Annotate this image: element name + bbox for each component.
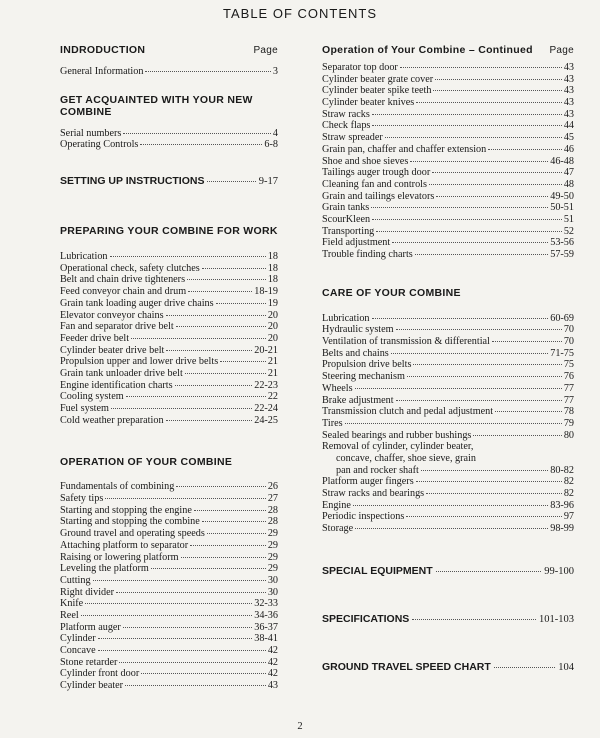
toc-entry[interactable]: Lubrication 18 — [60, 251, 278, 263]
toc-entry[interactable]: Cleaning fan and controls 48 — [322, 178, 574, 190]
section-preparing — [60, 225, 278, 237]
toc-entry[interactable]: Propulsion upper and lower drive belts 21 — [60, 356, 278, 368]
toc-entry[interactable]: Feed conveyor chain and drum 18-19 — [60, 286, 278, 298]
toc-entry[interactable]: Right divider 30 — [60, 586, 278, 598]
toc-entry[interactable]: Ground travel and operating speeds 29 — [60, 528, 278, 540]
right-column — [322, 38, 574, 673]
section-heading: INDRODUCTION — [60, 44, 146, 56]
toc-entry[interactable]: Starting and stopping the engine 28 — [60, 504, 278, 516]
toc-entry[interactable]: Cylinder beater 43 — [60, 680, 278, 692]
toc-entry[interactable]: pan and rocker shaft 80-82 — [336, 464, 574, 476]
toc-entry[interactable]: Knife 32-33 — [60, 598, 278, 610]
toc-entry[interactable]: Transmission clutch and pedal adjustment 78 — [322, 406, 574, 418]
toc-entry[interactable]: Hydraulic system 70 — [322, 324, 574, 336]
toc-entry[interactable]: Platform auger fingers 82 — [322, 476, 574, 488]
left-column — [60, 38, 278, 692]
toc-entry[interactable]: Elevator conveyor chains 20 — [60, 309, 278, 321]
toc-entry[interactable]: Tailings auger trough door 47 — [322, 167, 574, 179]
section-operation-continued — [322, 38, 574, 56]
introduction-list — [60, 66, 278, 78]
toc-entry[interactable]: Separator top door 43 — [322, 62, 574, 73]
toc-entry[interactable]: Cold weather preparation 24-25 — [60, 414, 278, 426]
operation-continued-list — [322, 62, 574, 261]
toc-entry[interactable]: Grain and tailings elevators 49-50 — [322, 190, 574, 202]
section-heading: Operation of Your Combine – Continued — [322, 44, 533, 56]
toc-entry[interactable]: Starting and stopping the combine 28 — [60, 516, 278, 528]
page-title: TABLE OF CONTENTS — [223, 6, 377, 21]
toc-entry[interactable]: Storage 98-99 — [322, 523, 574, 535]
page-column-label: Page — [549, 45, 574, 56]
toc-entry[interactable]: Platform auger 36-37 — [60, 621, 278, 633]
toc-entry[interactable]: Shoe and shoe sieves 46-48 — [322, 155, 574, 167]
toc-entry[interactable]: Attaching platform to separator 29 — [60, 539, 278, 551]
toc-entry[interactable]: ScourKleen 51 — [322, 213, 574, 225]
section-setting-up[interactable]: SETTING UP INSTRUCTIONS 9-17 — [60, 175, 278, 188]
toc-entry[interactable]: Belts and chains 71-75 — [322, 347, 574, 359]
toc-entry[interactable]: Transporting 52 — [322, 225, 574, 237]
toc-entry[interactable]: Belt and chain drive tighteners 18 — [60, 274, 278, 286]
section-heading: GET ACQUAINTED WITH YOUR NEW COMBINE — [60, 93, 253, 118]
toc-entry[interactable]: Stone retarder 42 — [60, 656, 278, 668]
section-heading: SETTING UP INSTRUCTIONS — [60, 175, 205, 188]
toc-entry[interactable]: Steering mechanism 76 — [322, 371, 574, 383]
section-heading: OPERATION OF YOUR COMBINE — [60, 456, 233, 469]
toc-entry[interactable]: Cylinder 38-41 — [60, 633, 278, 645]
section-introduction — [60, 38, 278, 56]
toc-entry[interactable]: Grain tanks 50-51 — [322, 202, 574, 214]
section-acquainted — [60, 94, 278, 118]
toc-entry[interactable]: Grain pan, chaffer and chaffer extension 46 — [322, 143, 574, 155]
toc-entry[interactable]: Reel 34-36 — [60, 609, 278, 621]
toc-entry[interactable]: Periodic inspections 97 — [322, 511, 574, 523]
acquainted-list — [60, 128, 278, 151]
toc-entry[interactable]: Straw racks 43 — [322, 108, 574, 120]
toc-entry[interactable]: Cylinder beater spike teeth 43 — [322, 85, 574, 97]
toc-entry[interactable]: Fuel system 22-24 — [60, 403, 278, 414]
toc-entry[interactable]: General Information 3 — [60, 66, 278, 77]
toc-entry[interactable]: Lubrication 60-69 — [322, 312, 574, 324]
toc-entry[interactable]: Tires 79 — [322, 417, 574, 429]
toc-entry[interactable]: Raising or lowering platform 29 — [60, 551, 278, 563]
toc-entry[interactable]: Operating Controls 6-8 — [60, 139, 278, 151]
toc-entry-multiline[interactable]: Removal of cylinder, cylinder beater, — [322, 441, 474, 453]
section-ground-travel-speed-chart[interactable]: GROUND TRAVEL SPEED CHART 104 — [322, 660, 574, 673]
toc-entry[interactable]: Engine 83-96 — [322, 499, 574, 511]
section-care — [322, 287, 574, 299]
toc-entry[interactable]: Check flaps 44 — [322, 120, 574, 132]
toc-entry[interactable]: Wheels 77 — [322, 382, 574, 394]
toc-entry[interactable]: Operational check, safety clutches 18 — [60, 262, 278, 274]
section-special-equipment[interactable]: SPECIAL EQUIPMENT 99-100 — [322, 564, 574, 577]
section-heading: CARE OF YOUR COMBINE — [322, 286, 461, 299]
toc-entry[interactable]: Cylinder beater knives 43 — [322, 97, 574, 109]
toc-entry[interactable]: Cooling system 22 — [60, 391, 278, 403]
section-operation — [60, 456, 278, 468]
toc-entry[interactable]: Safety tips 27 — [60, 493, 278, 505]
page-column-label: Page — [253, 45, 278, 56]
toc-entry[interactable]: Concave 42 — [60, 645, 278, 656]
toc-entry[interactable]: Trouble finding charts 57-59 — [322, 249, 574, 260]
care-list — [322, 313, 574, 535]
toc-entry[interactable]: Engine identification charts 22-23 — [60, 379, 278, 391]
preparing-list — [60, 251, 278, 426]
toc-entry[interactable]: Serial numbers 4 — [60, 127, 278, 139]
toc-entry[interactable]: Feeder drive belt 20 — [60, 332, 278, 344]
toc-entry[interactable]: Fan and separator drive belt 20 — [60, 321, 278, 333]
toc-entry[interactable]: Propulsion drive belts 75 — [322, 359, 574, 371]
toc-entry[interactable]: Sealed bearings and rubber bushings 80 — [322, 429, 574, 441]
toc-entry[interactable]: Cylinder beater grate cover 43 — [322, 73, 574, 85]
toc-entry[interactable]: Grain tank loading auger drive chains 19 — [60, 297, 278, 309]
operation-list — [60, 481, 278, 691]
toc-entry[interactable]: Cylinder front door 42 — [60, 668, 278, 680]
section-heading: PREPARING YOUR COMBINE FOR WORK — [60, 225, 278, 238]
toc-entry[interactable]: Straw spreader 45 — [322, 132, 574, 144]
toc-entry[interactable]: Grain tank unloader drive belt 21 — [60, 367, 278, 379]
section-specifications[interactable]: SPECIFICATIONS 101-103 — [322, 612, 574, 625]
toc-entry[interactable]: Straw racks and bearings 82 — [322, 488, 574, 499]
page-number: 2 — [297, 721, 303, 732]
toc-entry[interactable]: Cutting 30 — [60, 574, 278, 586]
toc-entry-multiline[interactable]: concave, chaffer, shoe sieve, grain — [336, 452, 476, 464]
toc-entry[interactable]: Ventilation of transmission & differential 70 — [322, 336, 574, 348]
toc-entry[interactable]: Leveling the platform 29 — [60, 563, 278, 575]
toc-entry[interactable]: Brake adjustment 77 — [322, 394, 574, 406]
toc-entry[interactable]: Fundamentals of combining 26 — [60, 481, 278, 493]
toc-entry[interactable]: Field adjustment 53-56 — [322, 237, 574, 249]
toc-entry[interactable]: Cylinder beater drive belt 20-21 — [60, 344, 278, 356]
